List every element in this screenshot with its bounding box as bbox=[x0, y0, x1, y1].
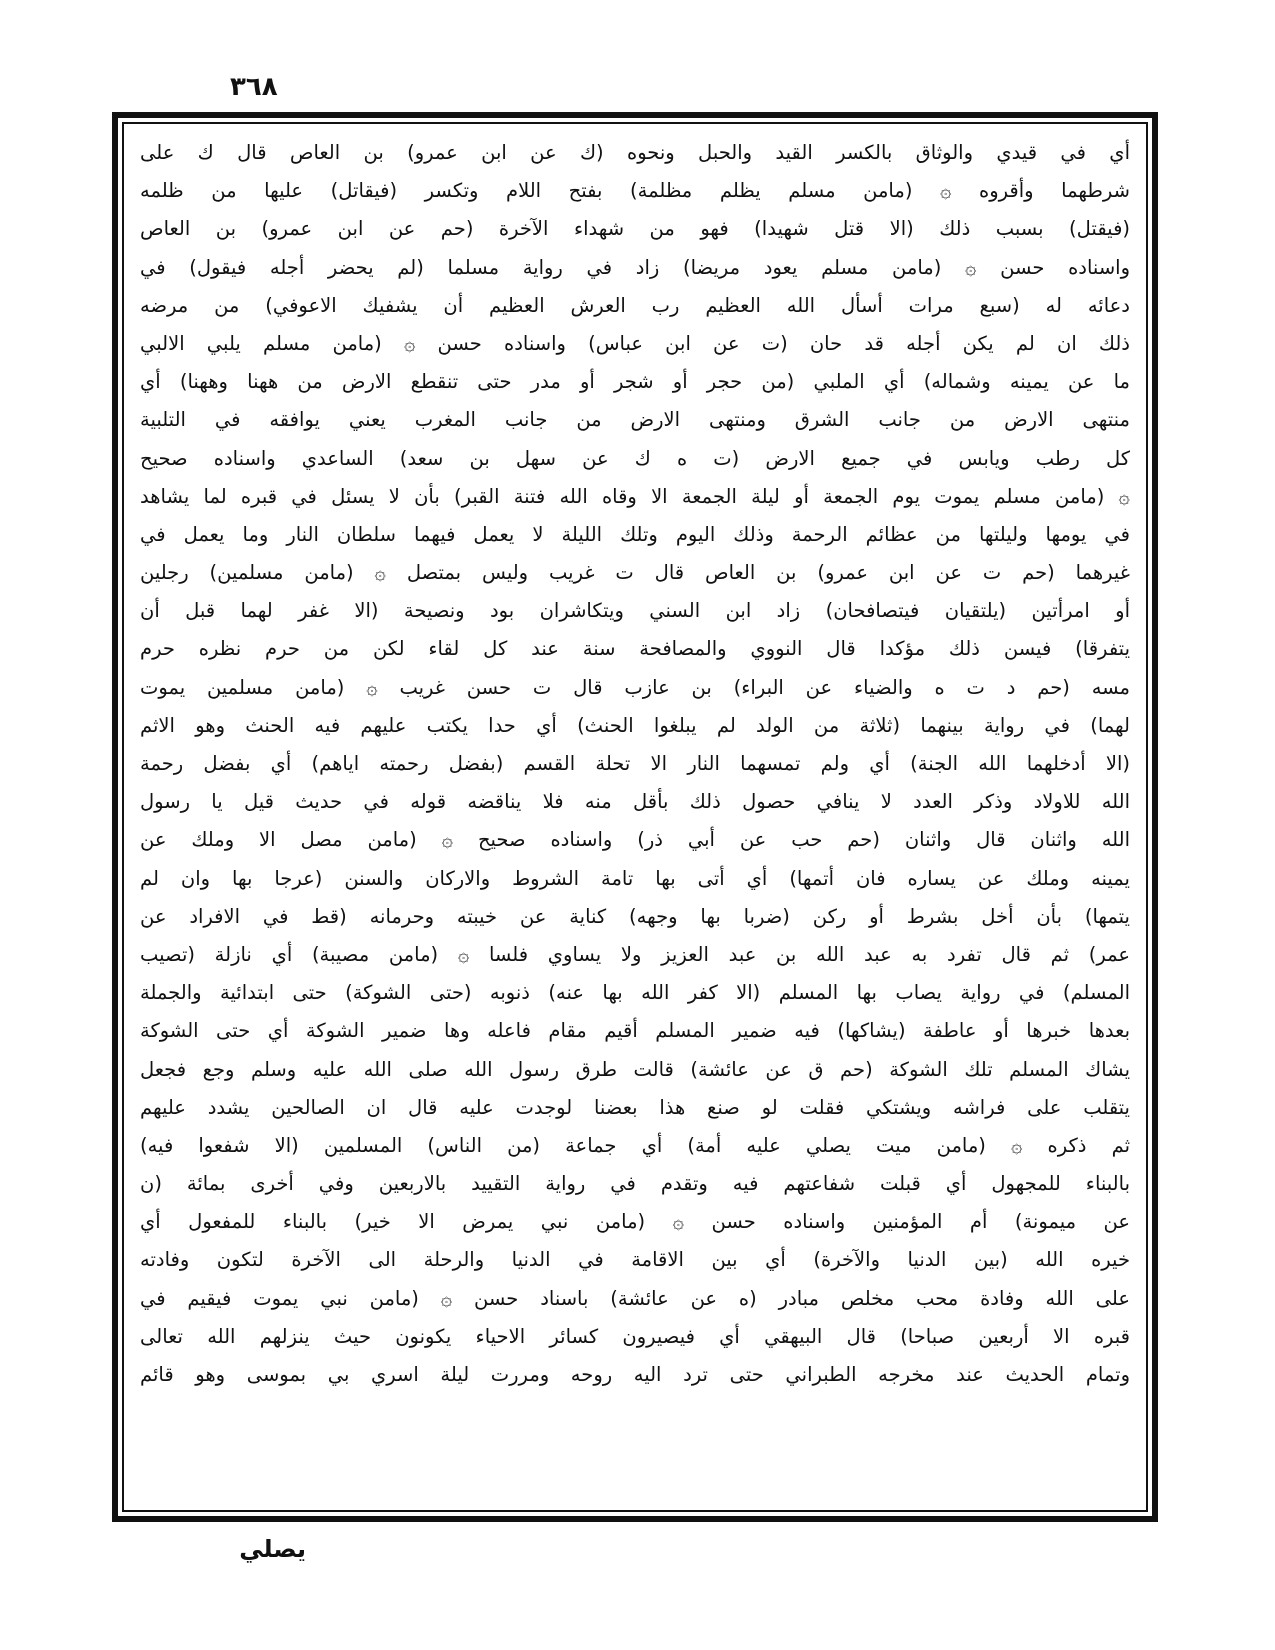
text-line: ذلك ان لم يكن أجله قد حان (ت عن ابن عباس) واسناده حسن ۞ (مامن مسلم يلبي الالبي bbox=[140, 331, 1130, 355]
text-line: وتمام الحديث عند مخرجه الطبراني حتى ترد اليه روحه ومررت ليلة اسري بي بموسى وهو قائم bbox=[140, 1363, 1130, 1386]
text-line: يشاك المسلم تلك الشوكة (حم ق عن عائشة) قالت طرق رسول الله صلى الله عليه وسلم وجع فجعل bbox=[140, 1057, 1130, 1081]
text-line: في يومها وليلتها من عظائم الرحمة وذلك اليوم وتلك الليلة لا يعمل فيهما سلطان النار وما يعمل في bbox=[140, 522, 1130, 546]
text-line: (الا أدخلهما الله الجنة) أي ولم تمسهما النار الا تحلة القسم (بفضل رحمته اياهم) أي بفضل رحمة bbox=[140, 752, 1130, 775]
text-line: يتمها) بأن أخل بشرط أو ركن (ضربا بها وجهه) كناية عن خيبته وحرمانه (قط في الافراد عن bbox=[140, 904, 1130, 928]
text-line: (فيقتل) بسبب ذلك (الا قتل شهيدا) فهو من شهداء الآخرة (حم عن ابن عمرو) بن العاص bbox=[140, 217, 1130, 241]
text-line: كل رطب ويابس في جميع الارض (ت ه ك عن سهل بن سعد) الساعدي واسناده صحيح bbox=[140, 446, 1130, 470]
text-line: ثم ذكره ۞ (مامن ميت يصلي عليه أمة) أي جماعة (من الناس) المسلمين (الا شفعوا فيه) bbox=[140, 1133, 1130, 1157]
text-line: يتقلب على فراشه ويشتكي فقلت لو صنع هذا بعضنا لوجدت عليه قال ان الصالحين يشدد عليهم bbox=[140, 1095, 1130, 1119]
text-line: لهما) في رواية بينهما (ثلاثة من الولد لم يبلغوا الحنث) أي حدا يكتب عليهم فيه الحنث وهو الاثم bbox=[140, 713, 1130, 737]
page-number: ٣٦٨ bbox=[230, 72, 278, 102]
text-line: عمر) ثم قال تفرد به عبد الله بن عبد العزيز ولا يساوي فلسا ۞ (مامن مصيبة) أي نازلة (تصيب bbox=[140, 942, 1130, 966]
text-line: على الله وفادة محب مخلص مبادر (ه عن عائشة) باسناد حسن ۞ (مامن نبي يموت فيقيم في bbox=[140, 1286, 1130, 1310]
text-line: شرطهما وأقروه ۞ (مامن مسلم يظلم مظلمة) بفتح اللام وتكسر (فيقاتل) عليها من ظلمه bbox=[140, 179, 1130, 203]
text-frame bbox=[122, 122, 1148, 1512]
text-line: واسناده حسن ۞ (مامن مسلم يعود مريضا) زاد في رواية مسلما (لم يحضر أجله فيقول) في bbox=[140, 255, 1130, 279]
text-line: المسلم) في رواية يصاب بها المسلم (الا كفر الله بها عنه) ذنوبه (حتى الشوكة) حتى ابتدائية والجملة bbox=[140, 981, 1130, 1005]
text-line: خيره الله (بين الدنيا والآخرة) أي بين الاقامة في الدنيا والرحلة الى الآخرة لتكون وفادته bbox=[140, 1248, 1130, 1272]
catchword: يصلي bbox=[239, 1535, 306, 1563]
text-line: أو امرأتين (يلتقيان فيتصافحان) زاد ابن السني ويتكاشران بود ونصيحة (الا غفر لهما قبل أن bbox=[140, 599, 1130, 623]
text-line: ما عن يمينه وشماله) أي الملبي (من حجر أو شجر أو مدر حتى تنقطع الارض من ههنا وههنا) أي bbox=[140, 370, 1130, 394]
text-line: ۞ (مامن مسلم يموت يوم الجمعة أو ليلة الجمعة الا وقاه الله فتنة القبر) بأن لا يسئل في قبره لما يشاهد bbox=[140, 484, 1130, 508]
text-line: الله واثنان قال واثنان (حم حب عن أبي ذر) واسناده صحيح ۞ (مامن مصل الا وملك عن bbox=[140, 828, 1130, 852]
text-line: الله للاولاد وذكر العدد لا ينافي حصول ذلك بأقل منه فلا يناقضه قوله في حديث قيل يا رسول bbox=[140, 790, 1130, 814]
text-line: بالبناء للمجهول أي قبلت شفاعتهم فيه وتقدم في رواية التقييد بالاربعين وفي أخرى بمائة (ن bbox=[140, 1172, 1130, 1196]
text-line: منتهى الارض من جانب الشرق ومنتهى الارض من جانب المغرب يعني يوافقه في التلبية bbox=[140, 408, 1130, 432]
text-line: يتفرقا) فيسن ذلك مؤكدا قال النووي والمصافحة سنة عند كل لقاء لكن من حرم نظره حرم bbox=[140, 637, 1130, 661]
text-line: دعائه له (سبع مرات أسأل الله العظيم رب العرش العظيم أن يشفيك الاعوفي) من مرضه bbox=[140, 293, 1130, 317]
text-line: مسه (حم د ت ه والضياء عن البراء) بن عازب قال ت حسن غريب ۞ (مامن مسلمين يموت bbox=[140, 675, 1130, 699]
text-line: قبره الا أربعين صباحا) قال البيهقي أي فيصيرون كسائر الاحياء يكونون حيث ينزلهم الله تعالى bbox=[140, 1324, 1130, 1348]
text-line: يمينه وملك عن يساره فان أتمها) أي أتى بها تامة الشروط والاركان والسنن (عرجا بها وان لم bbox=[140, 866, 1130, 890]
text-line: غيرهما (حم ت عن ابن عمرو) بن العاص قال ت غريب وليس بمتصل ۞ (مامن مسلمين) رجلين bbox=[140, 561, 1130, 585]
main-text bbox=[140, 134, 1130, 1394]
text-line: عن ميمونة) أم المؤمنين واسناده حسن ۞ (مامن نبي يمرض الا خير) بالبناء للمفعول أي bbox=[140, 1210, 1130, 1234]
text-line: بعدها خبرها أو عاطفة (يشاكها) فيه ضمير المسلم أقيم مقام فاعله وها ضمير الشوكة أي حتى الشوكة bbox=[140, 1019, 1130, 1043]
text-line: أي في قيدي والوثاق بالكسر القيد والحبل ونحوه (ك عن ابن عمرو) بن العاص قال ك على bbox=[140, 141, 1130, 164]
